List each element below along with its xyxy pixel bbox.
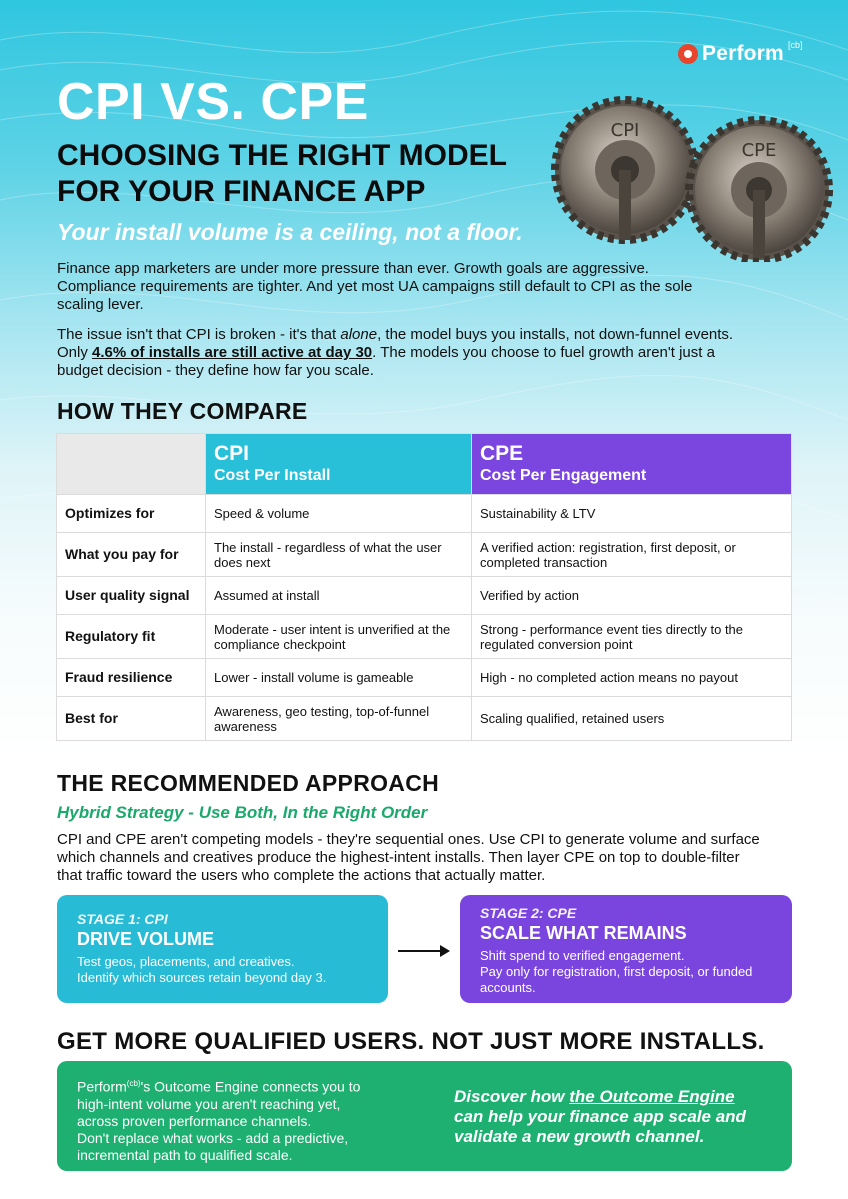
text-line: validate a new growth channel. — [454, 1127, 705, 1146]
row-label: Regulatory fit — [57, 615, 206, 659]
text-line: can help your finance app scale and — [454, 1107, 746, 1126]
header-cpi — [206, 434, 472, 495]
cpe-cell: Scaling qualified, retained users — [472, 697, 792, 741]
text-span: 's Outcome Engine connects you to — [140, 1078, 361, 1095]
table-row — [57, 577, 792, 615]
stage-2-card — [460, 895, 792, 1003]
stage-2-title: SCALE WHAT REMAINS — [480, 923, 687, 943]
comparison-table — [56, 433, 792, 741]
row-label: User quality signal — [57, 577, 206, 615]
header-cpe-subtitle: Cost Per Engagement — [480, 467, 647, 484]
cta-title: GET MORE QUALIFIED USERS. NOT JUST MORE INSTALLS. — [57, 1028, 765, 1055]
stage-1-label: STAGE 1: CPI — [77, 911, 168, 927]
text-line: Finance app marketers are under more pressure than ever. Growth goals are aggressive. — [57, 260, 649, 277]
table-row — [57, 697, 792, 741]
text-line: budget decision - they define how far you scale. — [57, 362, 374, 379]
table-row — [57, 659, 792, 697]
cpe-cell: High - no completed action means no payout — [472, 659, 792, 697]
row-label: Optimizes for — [57, 495, 206, 533]
text-line: Compliance requirements are tighter. And yet most UA campaigns still default to CPI as the sole — [57, 278, 693, 295]
gear-cpi-icon — [555, 100, 695, 240]
text-line: high-intent volume you aren't reaching yet, — [77, 1095, 341, 1112]
text-line: incremental path to qualified scale. — [77, 1146, 293, 1163]
gear-cpe-icon — [689, 120, 829, 260]
gear-cpi-label: CPI — [610, 120, 640, 141]
text-span: , the model buys you installs, not down-funnel events. — [377, 326, 734, 343]
logo-text: Perform — [702, 42, 784, 65]
cta-call-to-action — [454, 1087, 784, 1147]
table-row — [57, 615, 792, 659]
table-row — [57, 533, 792, 577]
stage-2-label: STAGE 2: CPE — [480, 905, 577, 921]
outcome-engine-link[interactable]: the Outcome Engine — [569, 1087, 735, 1106]
text-line — [77, 1075, 417, 1096]
header-cpi-subtitle: Cost Per Install — [214, 467, 331, 484]
approach-paragraph — [57, 831, 797, 885]
cpe-cell: Strong - performance event ties directly to the regulated conversion point — [472, 615, 792, 659]
intro-paragraph-1 — [57, 260, 797, 314]
text-line — [57, 344, 797, 362]
header-cpi-title: CPI — [214, 442, 250, 465]
retention-stat: 4.6% of installs are still active at day 30 — [92, 344, 373, 361]
text-line: that traffic toward the users who complete the actions that actually matter. — [57, 867, 546, 884]
header-cpe — [472, 434, 792, 495]
text-span: Only — [57, 344, 93, 361]
text-span: Discover how — [454, 1087, 570, 1106]
tagline: Your install volume is a ceiling, not a floor. — [57, 219, 523, 245]
stage-2-text: Pay only for registration, first deposit, or funded — [480, 964, 753, 979]
arrow-right-icon — [398, 944, 450, 958]
intro-paragraph-2 — [57, 326, 797, 380]
gear-cpe-label: CPE — [741, 140, 777, 161]
perform-logo-icon — [678, 44, 698, 64]
page-title: CPI VS. CPE — [57, 73, 369, 131]
cpi-cell: Speed & volume — [206, 495, 472, 533]
stage-1-text: Test geos, placements, and creatives. — [77, 954, 295, 969]
cpe-cell: Sustainability & LTV — [472, 495, 792, 533]
text-line: CPI and CPE aren't competing models - they're sequential ones. Use CPI to generate volume and surface — [57, 831, 760, 848]
gears-illustration — [545, 92, 835, 262]
row-label: What you pay for — [57, 533, 206, 577]
text-line — [57, 326, 797, 344]
cta-banner — [57, 1061, 792, 1171]
stage-2-text: accounts. — [480, 980, 536, 995]
subtitle-line: FOR YOUR FINANCE APP — [57, 175, 426, 208]
cpi-cell: Moderate - user intent is unverified at the compliance checkpoint — [206, 615, 472, 659]
stage-2-text: Shift spend to verified engagement. — [480, 948, 685, 963]
table-header-row — [57, 434, 792, 495]
cpe-cell: A verified action: registration, first deposit, or completed transaction — [472, 533, 792, 577]
text-line: across proven performance channels. — [77, 1112, 312, 1129]
cpi-cell: Awareness, geo testing, top-of-funnel awareness — [206, 697, 472, 741]
page-subtitle — [57, 138, 507, 210]
header-cpe-title: CPE — [480, 442, 524, 465]
cpe-cell: Verified by action — [472, 577, 792, 615]
hybrid-strategy-heading: Hybrid Strategy - Use Both, In the Right Order — [57, 803, 428, 822]
brand-name: Perform — [77, 1078, 127, 1095]
row-label: Fraud resilience — [57, 659, 206, 697]
cpi-cell: Lower - install volume is gameable — [206, 659, 472, 697]
text-span: . The models you choose to fuel growth aren't just a — [372, 344, 715, 361]
text-line — [454, 1087, 784, 1107]
compare-title: HOW THEY COMPARE — [57, 398, 308, 424]
perform-logo[interactable] — [678, 42, 802, 66]
text-span: The issue isn't that CPI is broken - it's that — [57, 326, 341, 343]
stage-1-text: Identify which sources retain beyond day 3. — [77, 970, 327, 985]
approach-title: THE RECOMMENDED APPROACH — [57, 770, 440, 796]
cpi-cell: The install - regardless of what the user does next — [206, 533, 472, 577]
row-label: Best for — [57, 697, 206, 741]
text-line: scaling lever. — [57, 296, 144, 313]
text-line: Don't replace what works - add a predictive, — [77, 1129, 349, 1146]
table-row — [57, 495, 792, 533]
text-line: which channels and creatives produce the highest-intent installs. Then layer CPE on top to double-filter — [57, 849, 740, 866]
subtitle-line: CHOOSING THE RIGHT MODEL — [57, 139, 507, 172]
emphasis-alone: alone — [340, 326, 378, 343]
stage-1-title: DRIVE VOLUME — [77, 929, 215, 949]
stage-1-card — [57, 895, 388, 1003]
logo-superscript: [cb] — [787, 40, 803, 50]
cpi-cell: Assumed at install — [206, 577, 472, 615]
brand-superscript: (cb) — [126, 1079, 141, 1088]
header-empty-cell — [57, 434, 206, 495]
cta-description — [77, 1075, 417, 1164]
